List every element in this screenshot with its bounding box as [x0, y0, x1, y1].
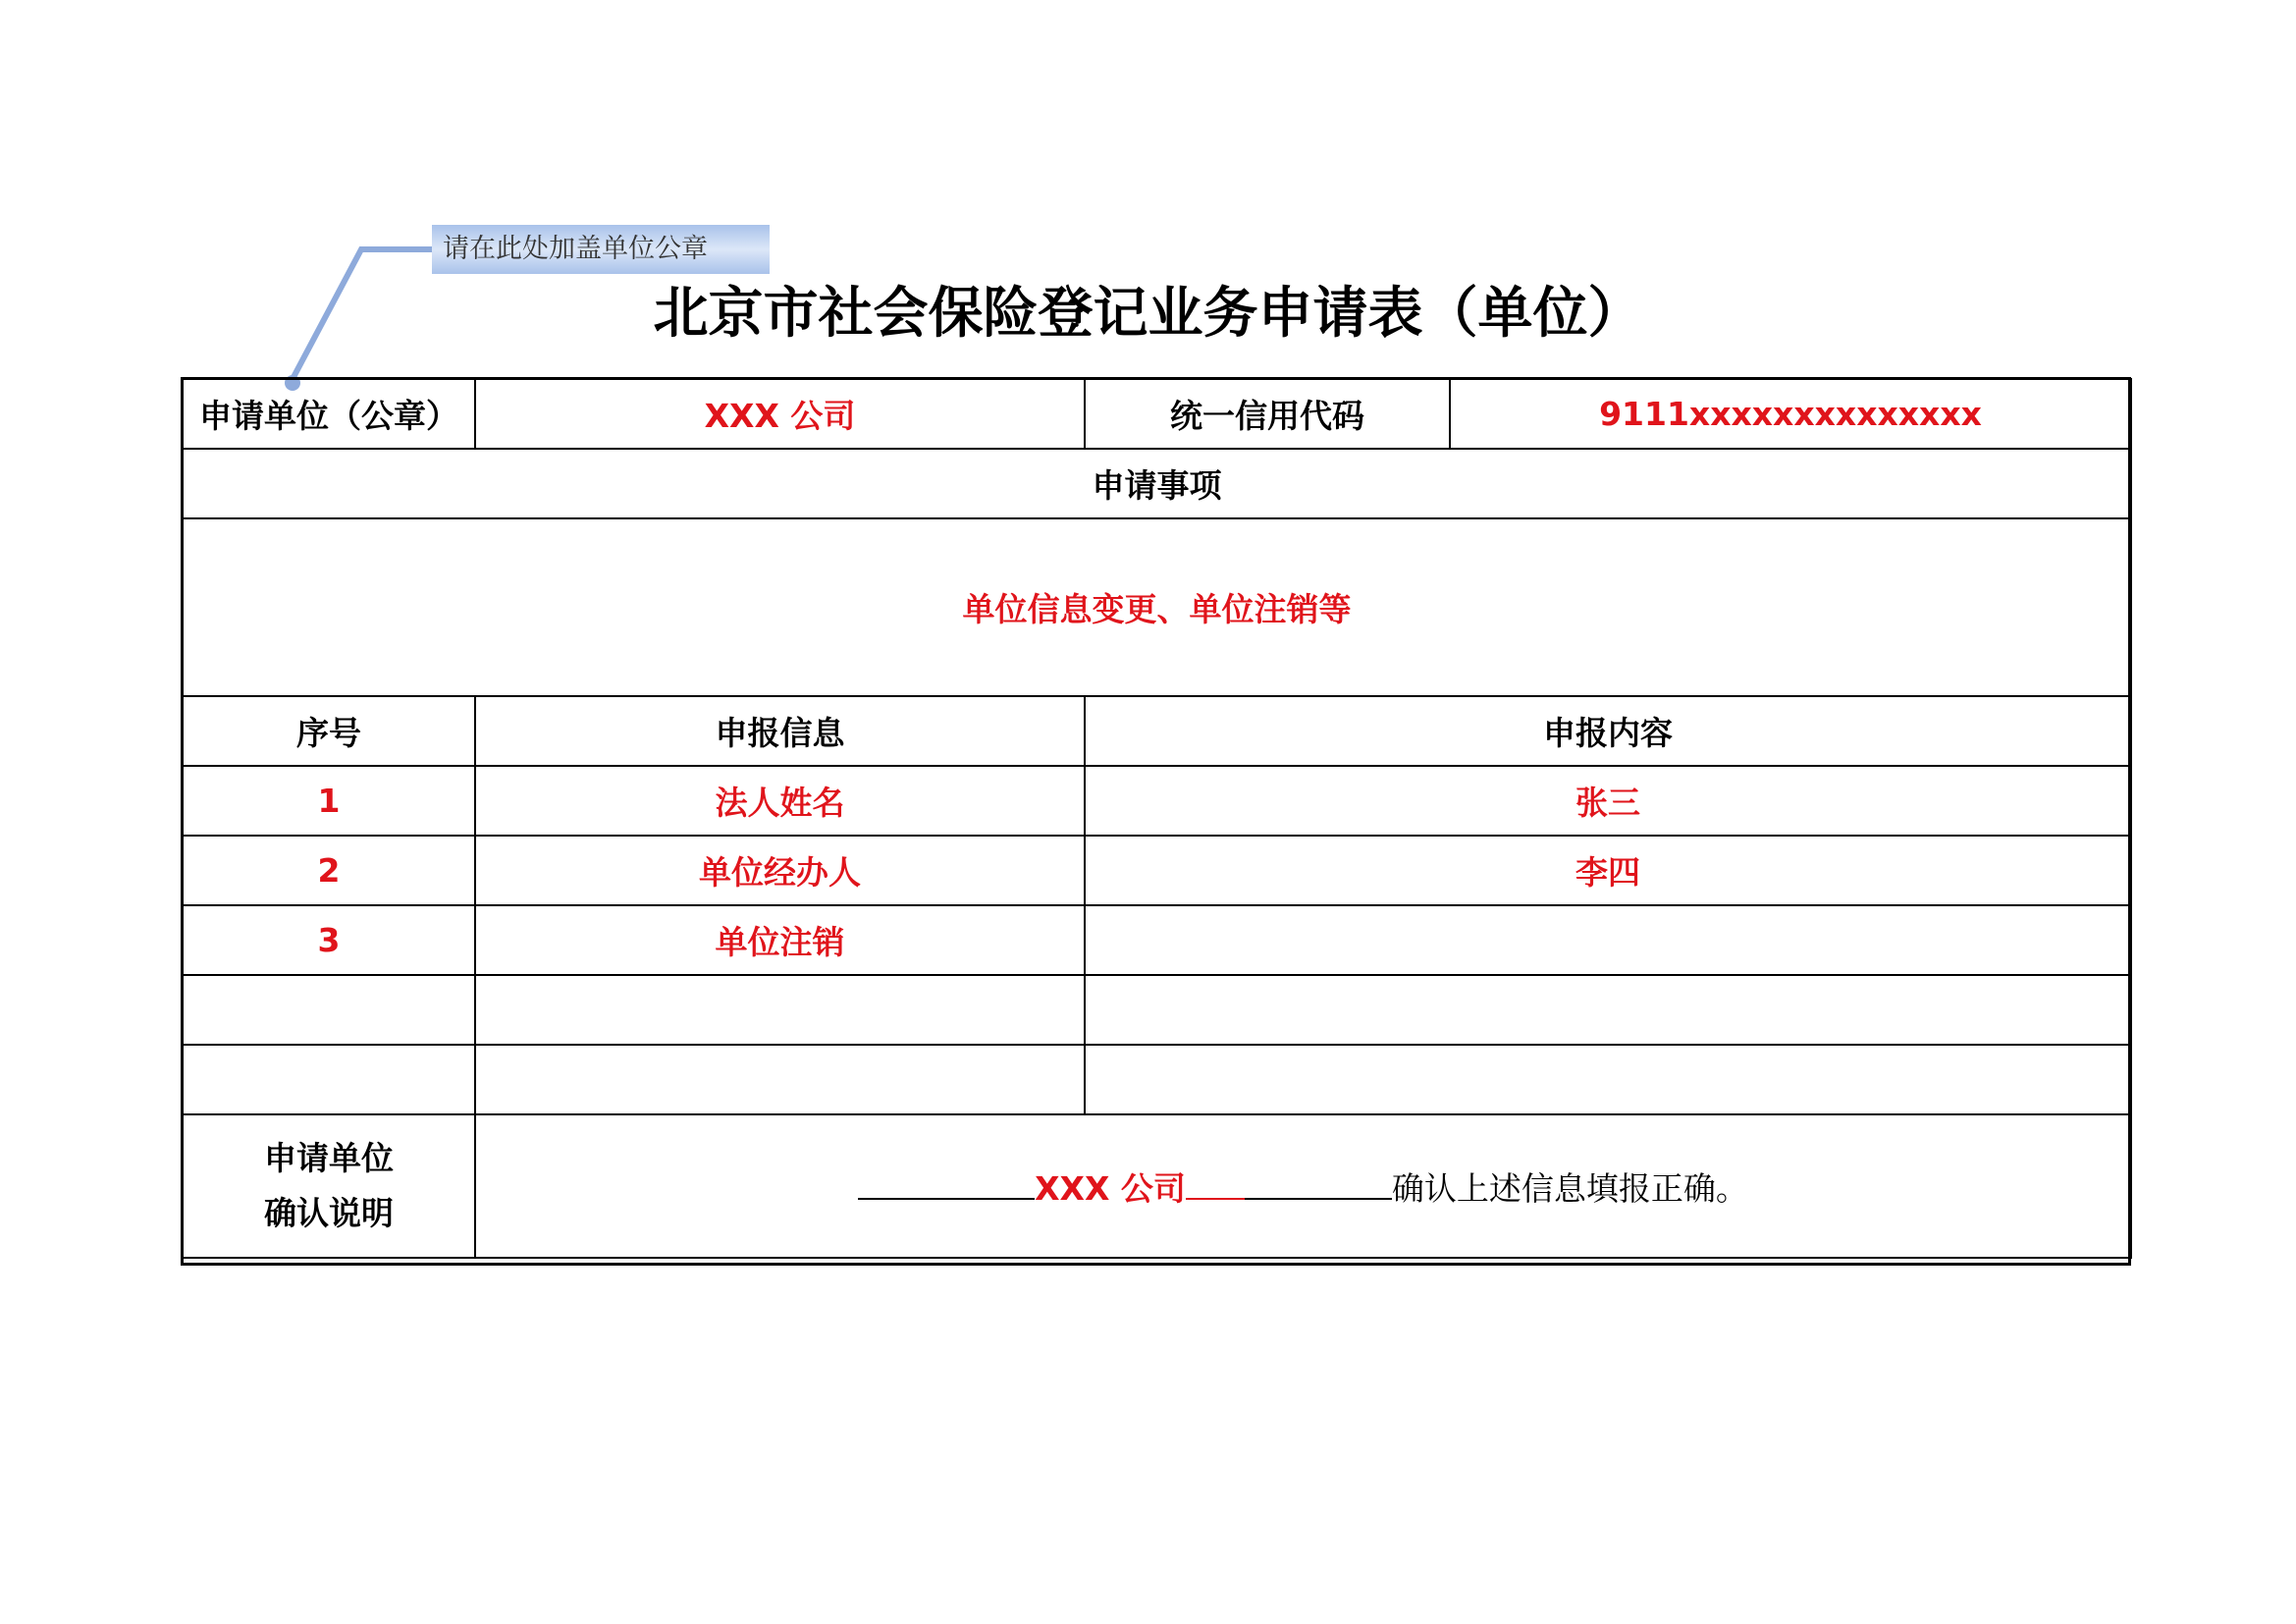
row-info[interactable]: 法人姓名 [475, 766, 1085, 836]
stamp-hint-callout: 请在此处加盖单位公章 [432, 225, 770, 274]
row-info[interactable]: 单位经办人 [475, 836, 1085, 905]
row-content[interactable] [1085, 975, 2131, 1045]
applicant-value[interactable]: XXX 公司 [475, 379, 1085, 449]
matter-header-row [183, 449, 2131, 518]
applicant-label: 申请单位（公章） [183, 379, 475, 449]
row-index [183, 975, 475, 1045]
confirmation-statement [858, 1169, 1748, 1208]
matter-label: 申请事项 [183, 449, 2131, 518]
row-content[interactable] [1085, 1045, 2131, 1114]
column-header-row [183, 696, 2131, 766]
blank-underline-red [1186, 1168, 1245, 1200]
table-row [183, 975, 2131, 1045]
confirmation-label-line2: 确认说明 [264, 1194, 394, 1232]
table-row [183, 1045, 2131, 1114]
confirmation-row [183, 1114, 2131, 1258]
row-index: 3 [183, 905, 475, 975]
row-info[interactable] [475, 1045, 1085, 1114]
column-header-content: 申报内容 [1085, 696, 2131, 766]
confirmation-company[interactable]: XXX 公司 [1035, 1168, 1186, 1208]
table-row [183, 905, 2131, 975]
table-row [183, 836, 2131, 905]
row-info[interactable] [475, 975, 1085, 1045]
row-info[interactable]: 单位注销 [475, 905, 1085, 975]
table-row [183, 766, 2131, 836]
column-header-index: 序号 [183, 696, 475, 766]
application-form-table [182, 378, 2132, 1259]
row-index: 2 [183, 836, 475, 905]
blank-underline-right [1245, 1168, 1392, 1200]
confirmation-statement-cell [475, 1114, 2131, 1258]
row-index: 1 [183, 766, 475, 836]
row-index [183, 1045, 475, 1114]
row-content[interactable]: 李四 [1085, 836, 2131, 905]
matter-value-row [183, 518, 2131, 696]
matter-value[interactable]: 单位信息变更、单位注销等 [183, 518, 2131, 696]
confirmation-text: 确认上述信息填报正确。 [1391, 1168, 1748, 1208]
row-content[interactable] [1085, 905, 2131, 975]
applicant-row [183, 379, 2131, 449]
credit-code-label: 统一信用代码 [1085, 379, 1450, 449]
row-content[interactable]: 张三 [1085, 766, 2131, 836]
credit-code-value[interactable]: 9111xxxxxxxxxxxxxx [1450, 379, 2131, 449]
page-title: 北京市社会保险登记业务申请表（单位） [653, 282, 1643, 346]
column-header-info: 申报信息 [475, 696, 1085, 766]
blank-underline-left [858, 1168, 1035, 1200]
confirmation-label-line1: 申请单位 [264, 1139, 394, 1177]
confirmation-label [183, 1114, 475, 1258]
